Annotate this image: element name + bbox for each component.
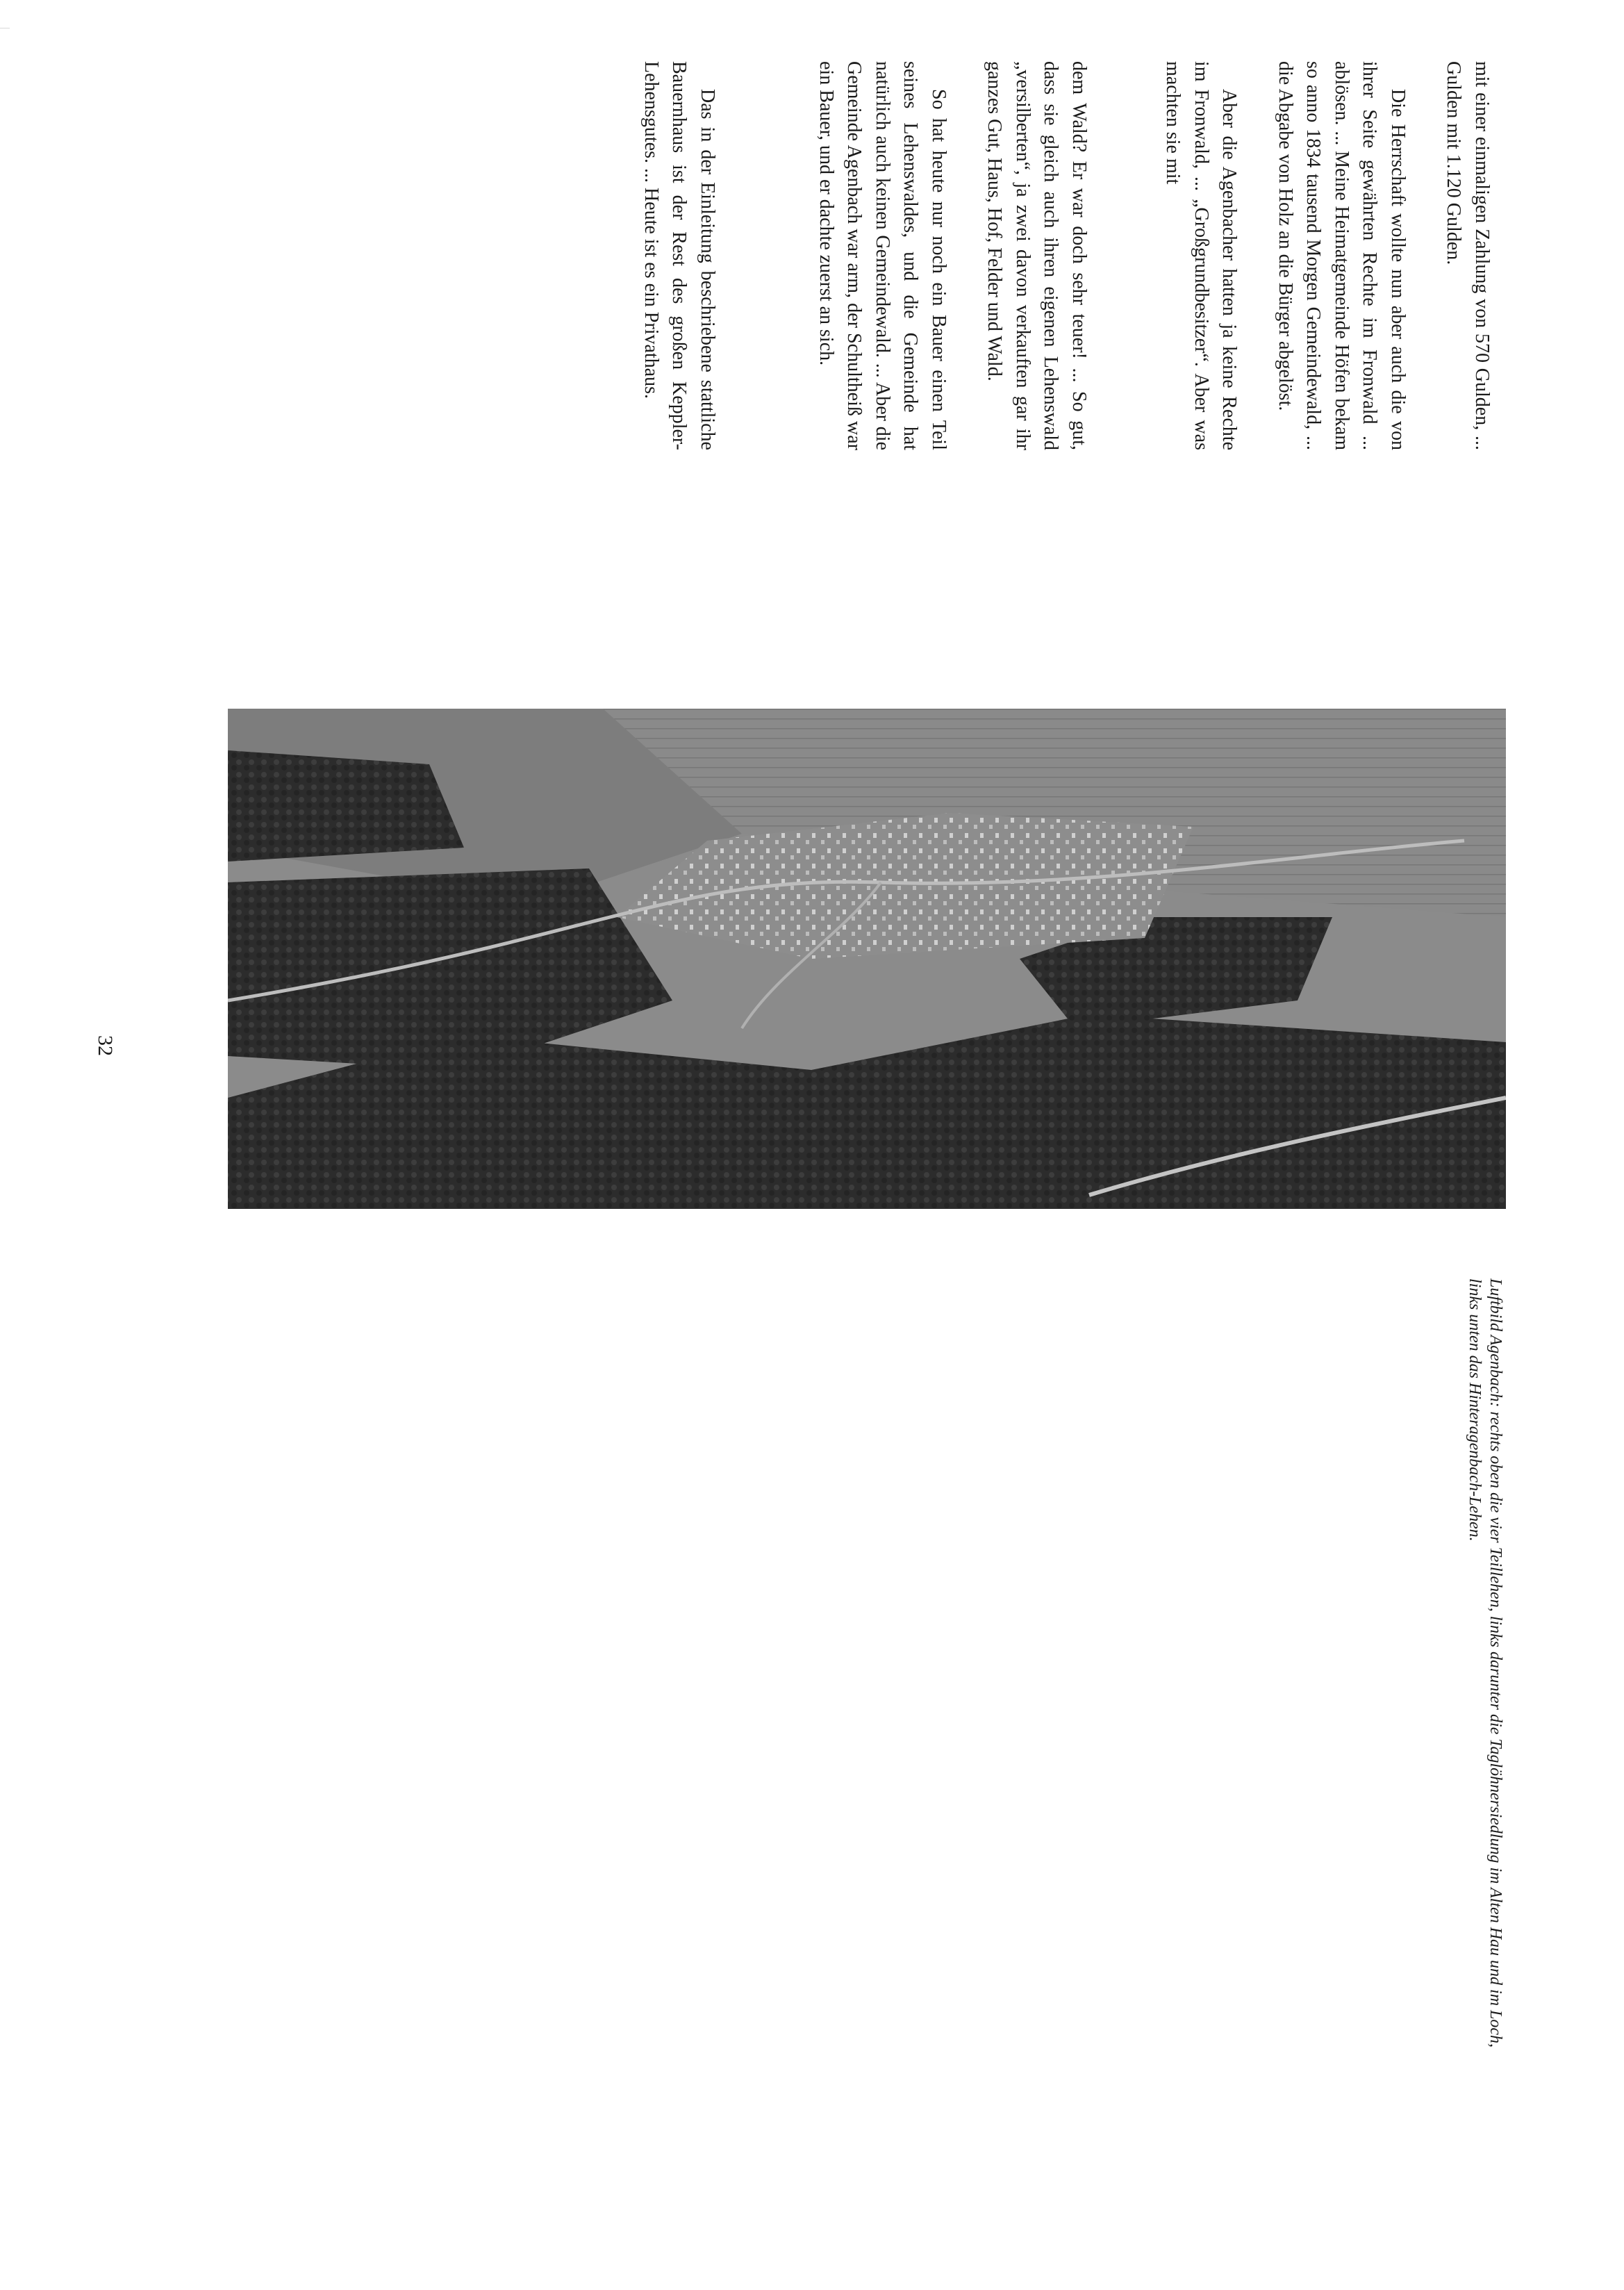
text-column-3: [360, 61, 721, 450]
paragraph: dem Wald? Er war doch sehr teuer! ... So gut, dass sie gleich auch ihren eigenen Lehenswald „versilberten“, ja zwei davon verkauften gar ihr ganzes Gut, Haus, Hof, Felder und Wald.: [984, 61, 1090, 450]
paragraph: Aber die Agenbacher hatten ja keine Rechte im Fronwald, ... „Großgrundbesitzer“. Aber was machten sie mit: [1162, 61, 1241, 450]
paragraph: Das in der Einleitung beschriebene stattliche Bauernhaus ist der Rest des großen Keppler-Lehensgutes. ... Heute ist es ein Privathaus.: [640, 61, 718, 450]
text-column-1: [1107, 61, 1495, 450]
paragraph: So hat heute nur noch ein Bauer einen Teil seines Lehenswaldes, und die Gemeinde hat natürlich auch keinen Gemeindewald. ... Aber die Gemeinde Agenbach war arm, der Schultheiß war ein Bauer, und er dachte zuerst an sich.: [815, 61, 950, 450]
paragraph: mit einer einmaligen Zahlung von 570 Gulden, ... Gulden mit 1.120 Gulden.: [1443, 61, 1493, 450]
page-number: 32: [94, 1035, 117, 1056]
aerial-photo: [228, 709, 1506, 1209]
caption-line: links unten das Hinteragenbach-Lehen.: [1466, 1278, 1484, 1542]
text-column-2: [745, 61, 1093, 450]
photo-caption: [1464, 1278, 1506, 2290]
paragraph: Die Herrschaft wollte nun aber auch die von ihrer Seite gewährten Rechte im Fronwald ... ablösen. ... Meine Heimatgemeinde Höfen bekam so anno 1834 tausend Morgen Gemeindewald, ... die Abgabe von Holz an die Bürger abgelöst.: [1275, 61, 1409, 450]
caption-line: Luftbild Agenbach: rechts oben die vier Teillehen, links darunter die Taglöhnersiedlung im Alten Hau und im Loch,: [1486, 1278, 1505, 2048]
